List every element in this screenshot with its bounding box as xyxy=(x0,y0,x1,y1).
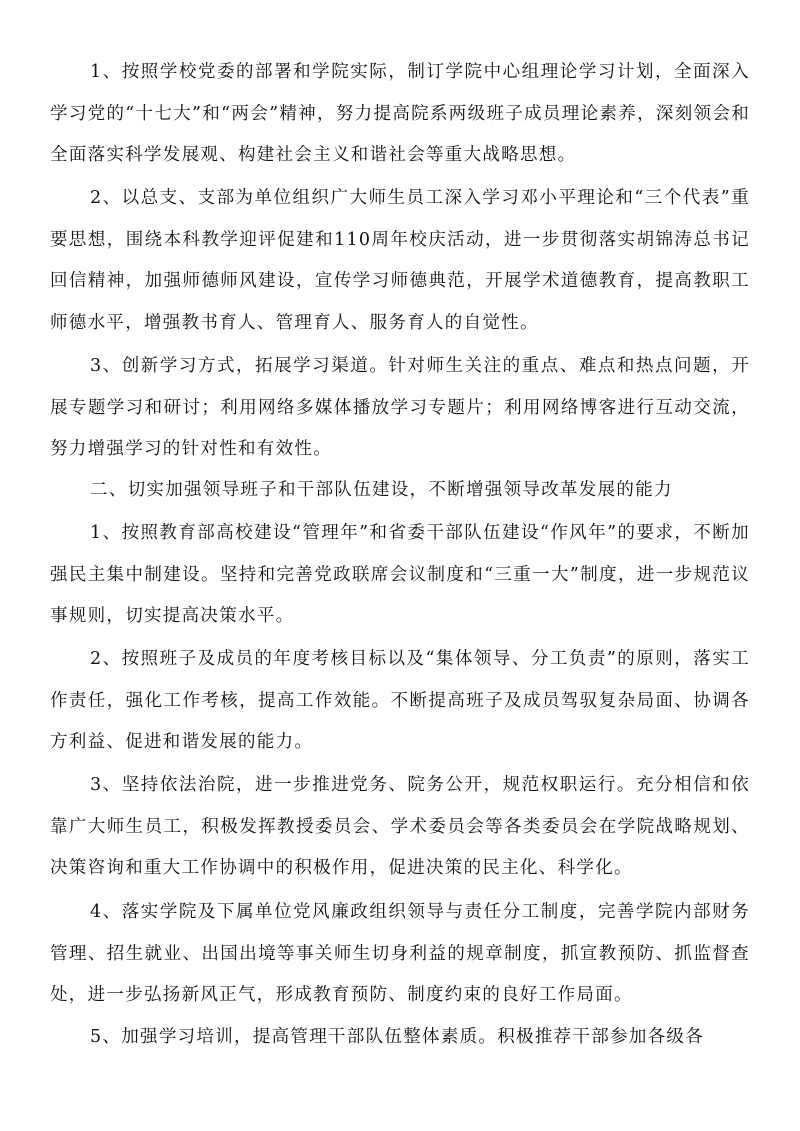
paragraph-democratic-centralism: 1、按照教育部高校建设“管理年”和省委干部队伍建设“作风年”的要求，不断加强民主集中制建设。坚持和完善党政联席会议制度和“三重一大”制度，进一步规范议事规则，切实提高决策水平。 xyxy=(50,523,750,626)
paragraph-rule-of-law: 3、坚持依法治院，进一步推进党务、院务公开，规范权职运行。充分相信和依靠广大师生员工，积极发挥教授委员会、学术委员会等各类委员会在学院战略规划、决策咨询和重大工作协调中的积极作用，促进决策的民主化、科学化。 xyxy=(50,775,750,878)
paragraph-study-plan: 1、按照学校党委的部署和学院实际，制订学院中心组理论学习计划，全面深入学习党的“十七大”和“两会”精神，努力提高院系两级班子成员理论素养，深刻领会和全面落实科学发展观、构建社会主义和谐社会等重大战略思想。 xyxy=(50,62,750,165)
paragraph-integrity-system: 4、落实学院及下属单位党风廉政组织领导与责任分工制度，完善学院内部财务管理、招生就业、出国出境等事关师生切身利益的规章制度，抓宣教预防、抓监督查处，进一步弘扬新风正气，形成教育预防、制度约束的良好工作局面。 xyxy=(50,902,750,1005)
paragraph-annual-assessment: 2、按照班子及成员的年度考核目标以及“集体领导、分工负责”的原则，落实工作责任，强化工作考核，提高工作效能。不断提高班子及成员驾驭复杂局面、协调各方利益、促进和谐发展的能力。 xyxy=(50,649,750,752)
paragraph-study-methods: 3、创新学习方式，拓展学习渠道。针对师生关注的重点、难点和热点问题，开展专题学习和研讨；利用网络多媒体播放学习专题片；利用网络博客进行互动交流，努力增强学习的针对性和有效性。 xyxy=(50,356,750,459)
paragraph-theory-study: 2、以总支、支部为单位组织广大师生员工深入学习邓小平理论和“三个代表”重要思想，围绕本科教学迎评促建和110周年校庆活动，进一步贯彻落实胡锦涛总书记回信精神，加强师德师风建设，宣传学习师德典范，开展学术道德教育，提高教职工师德水平，增强教书育人、管理育人、服务育人的自觉性。 xyxy=(50,188,750,333)
paragraph-training: 5、加强学习培训，提高管理干部队伍整体素质。积极推荐干部参加各级各 xyxy=(90,1027,705,1047)
section-heading-leadership: 二、切实加强领导班子和干部队伍建设，不断增强领导改革发展的能力 xyxy=(90,480,673,500)
